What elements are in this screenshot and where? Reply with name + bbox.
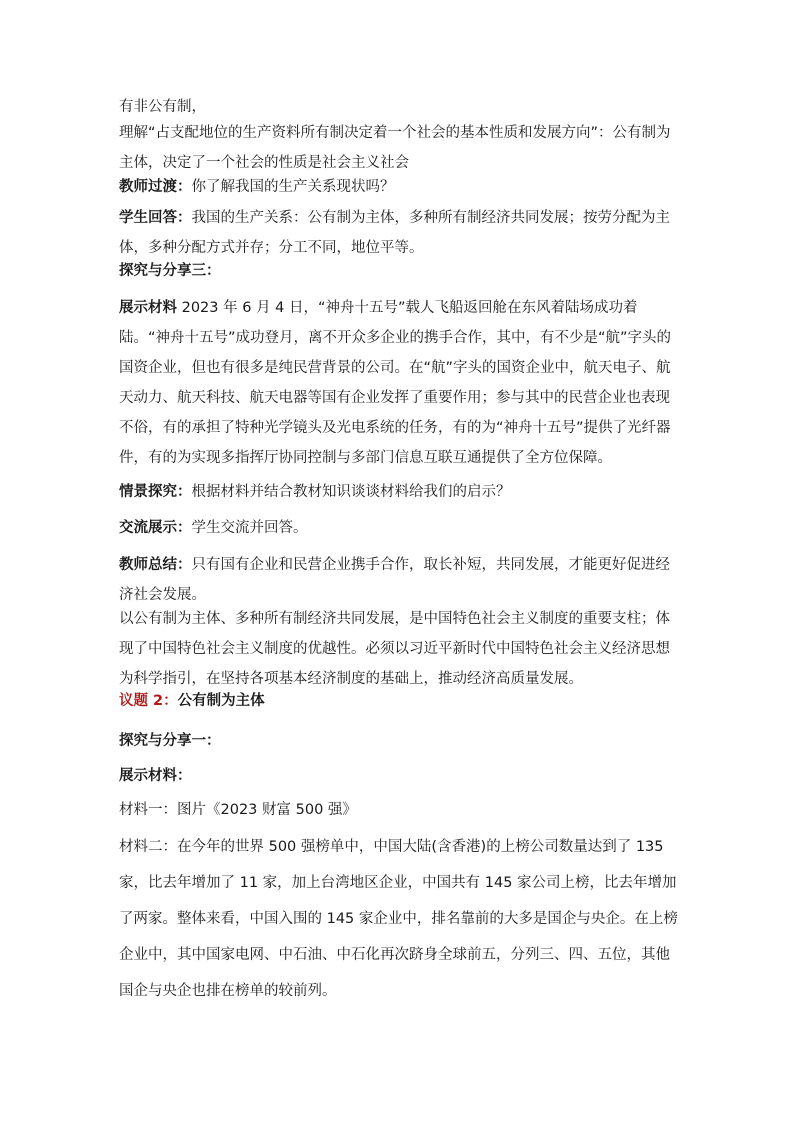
para-exchange-show: 交流展示：学生交流并回答。 (119, 520, 308, 536)
label-teacher-summary: 教师总结： (119, 557, 192, 573)
para-non-public-ownership: 有非公有制， (119, 99, 206, 115)
heading-explore-share-3: 探究与分享三： (119, 263, 221, 279)
heading-topic-2: 议题 2：公有制为主体 (119, 693, 265, 709)
para-material-one: 材料一：图片《2023 财富 500 强》 (119, 802, 357, 818)
label-teacher-transition: 教师过渡： (119, 179, 192, 195)
para-teacher-summary: 教师总结：只有国有企业和民营企业携手合作，取长补短，共同发展，才能更好促进经济社会发展。 (119, 557, 670, 603)
para-material-two: 材料二：在今年的世界 500 强榜单中，中国大陆(含香港)的上榜公司数量达到了 135 家，比去年增加了 11 家，加上台湾地区企业，中国共有 145 家公司上榜，比去年增加了两家。整体来看，中国入围的 145 家企业中，排名靠前的大多是国企与央企。在上榜企业中，其中国家电网、中石油、中石化再次跻身全球前五，分列三、四、五位，其他国企与央企也排在榜单的较前列。 (119, 839, 678, 999)
para-scenario-inquiry: 情景探究：根据材料并结合教材知识谈谈材料给我们的启示？ (119, 484, 511, 500)
label-topic-2: 议题 2： (119, 693, 178, 709)
para-show-material: 展示材料 2023 年 6 月 4 日，“神舟十五号”载人飞船返回舱在东风着陆场成功着陆。“神舟十五号”成功登月，离不开众多企业的携手合作，其中，有不少是“航”字头的国资企业，但也有很多是纯民营背景的公司。在“航”字头的国资企业中，航天电子、航天动力、航天科技、航天电器等国有企业发挥了重要作用；参与其中的民营企业也表现不俗，有的承担了特种光学镜头及光电系统的任务，有的为“神舟十五号”提供了光纤器件，有的为实现多指挥厅协同控制与多部门信息互联互通提供了全方位保障。 (119, 300, 672, 466)
label-exchange-show: 交流展示： (119, 520, 192, 536)
para-student-answer: 学生回答：我国的生产关系：公有制为主体，多种所有制经济共同发展；按劳分配为主体，多种分配方式并存；分工不同，地位平等。 (119, 210, 670, 256)
heading-show-material: 展示材料： (119, 768, 192, 784)
para-teacher-transition: 教师过渡：你了解我国的生产关系现状吗？ (119, 179, 395, 195)
label-scenario-inquiry: 情景探究： (119, 484, 192, 500)
para-understanding: 理解“占支配地位的生产资料所有制决定着一个社会的基本性质和发展方向”：公有制为主体，决定了一个社会的性质是社会主义社会 (119, 125, 671, 171)
label-student-answer: 学生回答： (119, 210, 192, 226)
para-public-ownership-pillar: 以公有制为主体、多种所有制经济共同发展，是中国特色社会主义制度的重要支柱；体现了中国特色社会主义制度的优越性。必须以习近平新时代中国特色社会主义经济思想为科学指引，在坚持各项基本经济制度的基础上，推动经济高质量发展。 (119, 611, 670, 687)
label-show-material: 展示材料 (119, 300, 177, 316)
heading-explore-share-1: 探究与分享一： (119, 733, 221, 749)
